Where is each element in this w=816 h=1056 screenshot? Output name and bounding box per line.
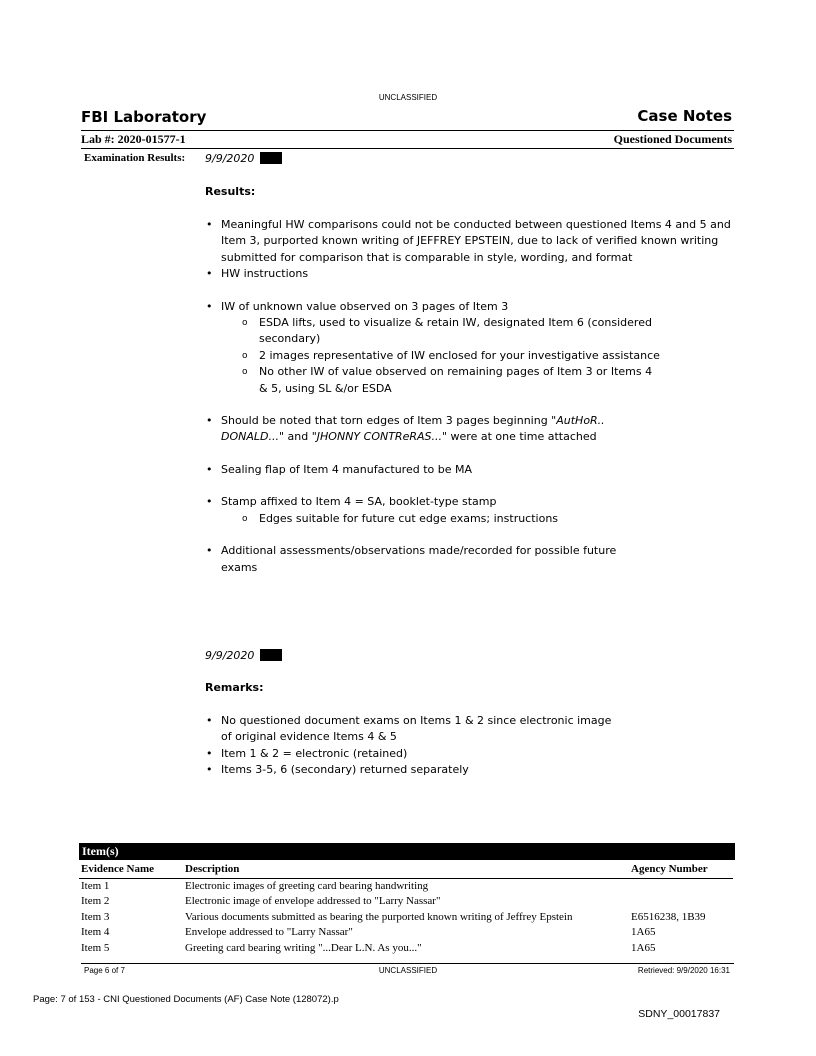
table-row: Item 4 Envelope addressed to "Larry Nassar" 1A65 <box>81 926 656 939</box>
remarks-date: 9/9/2020 <box>205 648 282 664</box>
table-row: Item 3 Various documents submitted as bearing the purported known writing of Jeffrey Epstein E6516238, 1B39 <box>81 910 706 923</box>
results-subitem: o ESDA lifts, used to visualize & retain IW, designated Item 6 (considered secondary) <box>242 315 662 348</box>
redaction-box <box>260 649 282 661</box>
section-name: Questioned Documents <box>613 132 732 146</box>
results-subitem: o Edges suitable for future cut edge exams; instructions <box>242 511 734 527</box>
redaction-box <box>260 152 282 164</box>
remarks-heading: Remarks: <box>205 681 264 694</box>
remarks-item: • Item 1 & 2 = electronic (retained) <box>204 746 624 762</box>
results-item: • Meaningful HW comparisons could not be conducted between questioned Items 4 and 5 and Item 3, purported known writing of JEFFREY EPSTEIN, due to lack of verified known writing submitted for comparison that is comparable in style, wording, and format <box>204 217 734 266</box>
results-item: • Should be noted that torn edges of Item 3 pages beginning "AutHoR.. DONALD..." and "JHONNY CONTReRAS..." were at one time attached <box>204 413 611 446</box>
items-title-bar <box>79 843 735 860</box>
source-line: Page: 7 of 153 - CNI Questioned Documents (AF) Case Note (128072).p <box>33 994 339 1005</box>
table-row: Item 2 Electronic image of envelope addressed to "Larry Nassar" <box>81 895 441 908</box>
remarks-item: • Items 3-5, 6 (secondary) returned separately <box>204 762 624 778</box>
remarks-list <box>204 713 624 779</box>
classification-footer: UNCLASSIFIED <box>378 966 438 975</box>
results-item: • IW of unknown value observed on 3 pages of Item 3 o ESDA lifts, used to visualize & retain IW, designated Item 6 (considered secondary) o 2 images representative of IW enclosed for your investigative assistance o No other IW of value observed on remaining pages of Item 3 or Items 4 & 5, using SL &/or ESDA <box>204 299 734 397</box>
classification-header: UNCLASSIFIED <box>378 93 438 102</box>
table-header-row <box>79 862 733 878</box>
exam-label: Examination Results: <box>84 152 186 164</box>
results-subitem: o 2 images representative of IW enclosed for your investigative assistance <box>242 348 662 364</box>
remarks-item: • No questioned document exams on Items 1 & 2 since electronic image of original evidence Items 4 & 5 <box>204 713 624 746</box>
lab-title: FBI Laboratory <box>81 108 207 126</box>
results-item: • Stamp affixed to Item 4 = SA, booklet-type stamp o Edges suitable for future cut edge exams; instructions <box>204 494 734 527</box>
bates-number: SDNY_00017837 <box>638 1008 720 1020</box>
results-subitem: o No other IW of value observed on remaining pages of Item 3 or Items 4 & 5, using SL &/or ESDA <box>242 364 662 397</box>
results-heading: Results: <box>205 185 256 198</box>
results-item: • Sealing flap of Item 4 manufactured to be MA <box>204 462 734 478</box>
col-header-agency: Agency Number <box>631 863 708 875</box>
exam-date: 9/9/2020 <box>205 151 282 167</box>
table-row: Item 1 Electronic images of greeting card bearing handwriting <box>81 879 429 892</box>
col-header-description: Description <box>185 863 240 875</box>
results-item: • Additional assessments/observations made/recorded for possible future exams <box>204 543 621 576</box>
items-table <box>79 862 733 957</box>
lab-number: Lab #: 2020-01577-1 <box>81 132 186 146</box>
header-rule <box>81 130 734 131</box>
footer-rule <box>81 963 734 964</box>
page-number: Page 6 of 7 <box>84 966 125 975</box>
results-list <box>204 217 734 576</box>
col-header-evidence: Evidence Name <box>81 863 155 875</box>
results-item: • HW instructions <box>204 266 734 282</box>
items-title: Item(s) <box>82 844 119 858</box>
subheader-rule <box>81 148 734 149</box>
retrieved-timestamp: Retrieved: 9/9/2020 16:31 <box>637 966 730 975</box>
doc-title: Case Notes <box>637 107 732 125</box>
table-row: Item 5 Greeting card bearing writing "...Dear L.N. As you..." 1A65 <box>81 941 656 954</box>
